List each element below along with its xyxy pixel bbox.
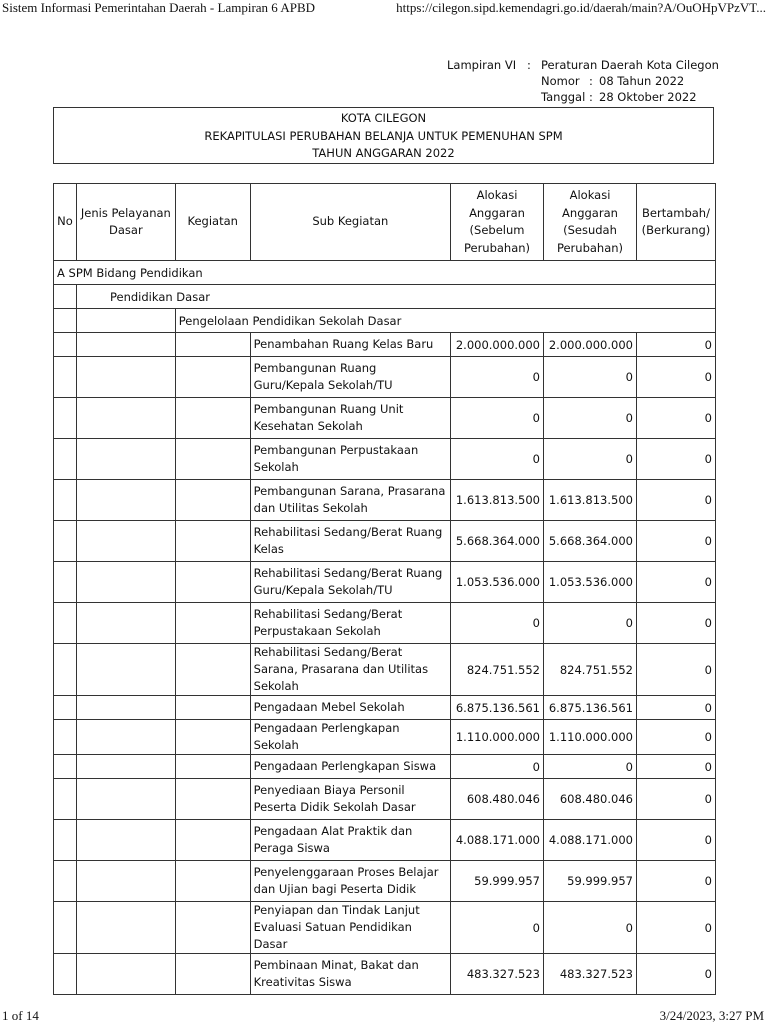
cell-no: [54, 398, 77, 439]
cell-after: 0: [544, 755, 637, 779]
cell-kegiatan: [175, 603, 250, 644]
cell-jenis: [76, 861, 175, 902]
cell-after: 1.613.813.500: [544, 480, 637, 521]
header-sebelum: Alokasi Anggaran (Sebelum Perubahan): [451, 184, 544, 261]
cell-sub-kegiatan: Penyelenggaraan Proses Belajar dan Ujian bagi Peserta Didik: [250, 861, 450, 902]
cell-no: [54, 603, 77, 644]
table-row: [54, 333, 716, 357]
cell-after: 0: [544, 902, 637, 954]
cell-jenis: [76, 644, 175, 696]
tanggal-label: Tanggal: [541, 90, 586, 104]
group-row-b: [54, 285, 716, 309]
print-footer: [0, 1008, 768, 1024]
cell-kegiatan: [175, 644, 250, 696]
print-header-url: https://cilegon.sipd.kemendagri.go.id/daerah/main?A/OuOHpVPzVT...: [396, 0, 766, 15]
table-row: [54, 755, 716, 779]
tanggal-value: 28 Oktober 2022: [599, 90, 697, 104]
table-row: [54, 521, 716, 562]
table-row: [54, 779, 716, 820]
cell-kegiatan: [175, 902, 250, 954]
cell-jenis: [76, 562, 175, 603]
cell-jenis: [76, 521, 175, 562]
table-row: [54, 480, 716, 521]
cell-sub-kegiatan: Pembangunan Ruang Guru/Kepala Sekolah/TU: [250, 357, 450, 398]
cell-jenis: [76, 480, 175, 521]
table-row: [54, 357, 716, 398]
tanggal-sep: :: [589, 90, 593, 104]
cell-jenis: [76, 820, 175, 861]
table-row: [54, 398, 716, 439]
cell-jenis: [76, 902, 175, 954]
cell-kegiatan: [175, 861, 250, 902]
cell-diff: 0: [636, 480, 715, 521]
print-header-title: Sistem Informasi Pemerintahan Daerah - Lampiran 6 APBD: [2, 0, 316, 15]
cell-before: 0: [451, 603, 544, 644]
cell-no: [54, 357, 77, 398]
cell-before: 59.999.957: [451, 861, 544, 902]
cell-before: 0: [451, 902, 544, 954]
header-sub-kegiatan: Sub Kegiatan: [250, 184, 450, 261]
table-row: [54, 820, 716, 861]
cell-after: 4.088.171.000: [544, 820, 637, 861]
cell-no: [54, 480, 77, 521]
cell-before: 608.480.046: [451, 779, 544, 820]
cell-diff: 0: [636, 861, 715, 902]
cell-diff: 0: [636, 696, 715, 720]
cell-diff: 0: [636, 820, 715, 861]
cell-after: 0: [544, 439, 637, 480]
cell-sub-kegiatan: Penyiapan dan Tindak Lanjut Evaluasi Satuan Pendidikan Dasar: [250, 902, 450, 954]
cell-diff: 0: [636, 779, 715, 820]
cell-before: 0: [451, 357, 544, 398]
cell-before: 4.088.171.000: [451, 820, 544, 861]
cell-after: 0: [544, 603, 637, 644]
cell-sub-kegiatan: Rehabilitasi Sedang/Berat Perpustakaan Sekolah: [250, 603, 450, 644]
cell-jenis: [76, 954, 175, 995]
cell-no: [54, 521, 77, 562]
cell-before: 824.751.552: [451, 644, 544, 696]
cell-before: 1.613.813.500: [451, 480, 544, 521]
cell-after: 608.480.046: [544, 779, 637, 820]
table-row: [54, 603, 716, 644]
cell-sub-kegiatan: Pengadaan Perlengkapan Sekolah: [250, 720, 450, 755]
cell-no: [54, 696, 77, 720]
cell-sub-kegiatan: Rehabilitasi Sedang/Berat Sarana, Prasarana dan Utilitas Sekolah: [250, 644, 450, 696]
nomor-sep: :: [589, 74, 593, 88]
cell-no: [54, 755, 77, 779]
cell-sub-kegiatan: Rehabilitasi Sedang/Berat Ruang Kelas: [250, 521, 450, 562]
cell-no: [54, 820, 77, 861]
cell-no: [54, 779, 77, 820]
table-row: [54, 562, 716, 603]
group-b-label: Pendidikan Dasar: [76, 285, 715, 309]
cell-diff: 0: [636, 333, 715, 357]
header-kegiatan: Kegiatan: [175, 184, 250, 261]
cell-no: [54, 562, 77, 603]
cell-jenis: [76, 696, 175, 720]
cell-after: 59.999.957: [544, 861, 637, 902]
cell-no: [54, 954, 77, 995]
title-line-2: REKAPITULASI PERUBAHAN BELANJA UNTUK PEMENUHAN SPM: [204, 128, 563, 143]
table-row: [54, 902, 716, 954]
header-no: No: [54, 184, 77, 261]
cell-kegiatan: [175, 521, 250, 562]
print-header: [0, 0, 768, 18]
cell-kegiatan: [175, 398, 250, 439]
cell-kegiatan: [175, 439, 250, 480]
cell-after: 0: [544, 357, 637, 398]
cell-kegiatan: [175, 333, 250, 357]
cell-after: 0: [544, 398, 637, 439]
cell-after: 5.668.364.000: [544, 521, 637, 562]
cell-jenis: [76, 755, 175, 779]
page-number: 1 of 14: [2, 1008, 39, 1023]
cell-no: [54, 333, 77, 357]
header-selisih: Bertambah/ (Berkurang): [636, 184, 715, 261]
cell-before: 0: [451, 398, 544, 439]
table-row: [54, 720, 716, 755]
cell-kegiatan: [175, 755, 250, 779]
cell-diff: 0: [636, 439, 715, 480]
lampiran-info: [447, 57, 719, 105]
cell-before: 6.875.136.561: [451, 696, 544, 720]
cell-no: [54, 902, 77, 954]
table-row: [54, 644, 716, 696]
title-line-1: KOTA CILEGON: [340, 111, 427, 125]
cell-jenis: [76, 439, 175, 480]
cell-sub-kegiatan: Pembinaan Minat, Bakat dan Kreativitas Siswa: [250, 954, 450, 995]
header-sesudah: Alokasi Anggaran (Sesudah Perubahan): [544, 184, 637, 261]
cell-sub-kegiatan: Pengadaan Alat Praktik dan Peraga Siswa: [250, 820, 450, 861]
cell-after: 1.110.000.000: [544, 720, 637, 755]
cell-kegiatan: [175, 820, 250, 861]
cell-after: 824.751.552: [544, 644, 637, 696]
cell-kegiatan: [175, 720, 250, 755]
cell-diff: 0: [636, 720, 715, 755]
cell-diff: 0: [636, 902, 715, 954]
lampiran-sep: :: [527, 58, 531, 72]
cell-sub-kegiatan: Pengadaan Mebel Sekolah: [250, 696, 450, 720]
cell-jenis: [76, 398, 175, 439]
group-row-a: [54, 261, 716, 285]
cell-diff: 0: [636, 603, 715, 644]
document-title: [53, 107, 714, 164]
cell-no: [54, 861, 77, 902]
cell-jenis: [76, 333, 175, 357]
cell-diff: 0: [636, 398, 715, 439]
cell-before: 5.668.364.000: [451, 521, 544, 562]
cell-diff: 0: [636, 562, 715, 603]
lampiran-label: Lampiran VI: [447, 58, 517, 72]
cell-before: 2.000.000.000: [451, 333, 544, 357]
table-row: [54, 954, 716, 995]
cell-before: 1.110.000.000: [451, 720, 544, 755]
cell-sub-kegiatan: Pengadaan Perlengkapan Siswa: [250, 755, 450, 779]
cell-jenis: [76, 779, 175, 820]
table-row: [54, 439, 716, 480]
spm-table: [53, 183, 716, 995]
cell-before: 483.327.523: [451, 954, 544, 995]
lampiran-regulation: Peraturan Daerah Kota Cilegon: [541, 58, 719, 72]
cell-after: 2.000.000.000: [544, 333, 637, 357]
table-row: [54, 861, 716, 902]
cell-sub-kegiatan: Penyediaan Biaya Personil Peserta Didik Sekolah Dasar: [250, 779, 450, 820]
header-jenis: Jenis Pelayanan Dasar: [76, 184, 175, 261]
cell-sub-kegiatan: Pembangunan Ruang Unit Kesehatan Sekolah: [250, 398, 450, 439]
cell-jenis: [76, 720, 175, 755]
title-line-3: TAHUN ANGGARAN 2022: [312, 146, 455, 160]
print-datetime: 3/24/2023, 3:27 PM: [659, 1008, 764, 1023]
group-a-label: A SPM Bidang Pendidikan: [54, 261, 716, 285]
cell-before: 1.053.536.000: [451, 562, 544, 603]
group-row-c: [54, 309, 716, 333]
cell-after: 483.327.523: [544, 954, 637, 995]
cell-after: 6.875.136.561: [544, 696, 637, 720]
cell-kegiatan: [175, 779, 250, 820]
cell-jenis: [76, 603, 175, 644]
nomor-label: Nomor: [541, 74, 580, 88]
cell-no: [54, 720, 77, 755]
group-c-label: Pengelolaan Pendidikan Sekolah Dasar: [175, 309, 715, 333]
cell-before: 0: [451, 755, 544, 779]
cell-sub-kegiatan: Pembangunan Sarana, Prasarana dan Utilitas Sekolah: [250, 480, 450, 521]
cell-sub-kegiatan: Penambahan Ruang Kelas Baru: [250, 333, 450, 357]
cell-diff: 0: [636, 755, 715, 779]
cell-kegiatan: [175, 696, 250, 720]
cell-kegiatan: [175, 562, 250, 603]
cell-kegiatan: [175, 480, 250, 521]
cell-after: 1.053.536.000: [544, 562, 637, 603]
cell-diff: 0: [636, 357, 715, 398]
cell-diff: 0: [636, 521, 715, 562]
cell-jenis: [76, 357, 175, 398]
nomor-value: 08 Tahun 2022: [599, 74, 685, 88]
cell-kegiatan: [175, 357, 250, 398]
cell-sub-kegiatan: Pembangunan Perpustakaan Sekolah: [250, 439, 450, 480]
cell-no: [54, 644, 77, 696]
table-header-row: [54, 184, 716, 261]
cell-before: 0: [451, 439, 544, 480]
cell-sub-kegiatan: Rehabilitasi Sedang/Berat Ruang Guru/Kepala Sekolah/TU: [250, 562, 450, 603]
cell-diff: 0: [636, 954, 715, 995]
table-row: [54, 696, 716, 720]
cell-no: [54, 439, 77, 480]
cell-diff: 0: [636, 644, 715, 696]
cell-kegiatan: [175, 954, 250, 995]
